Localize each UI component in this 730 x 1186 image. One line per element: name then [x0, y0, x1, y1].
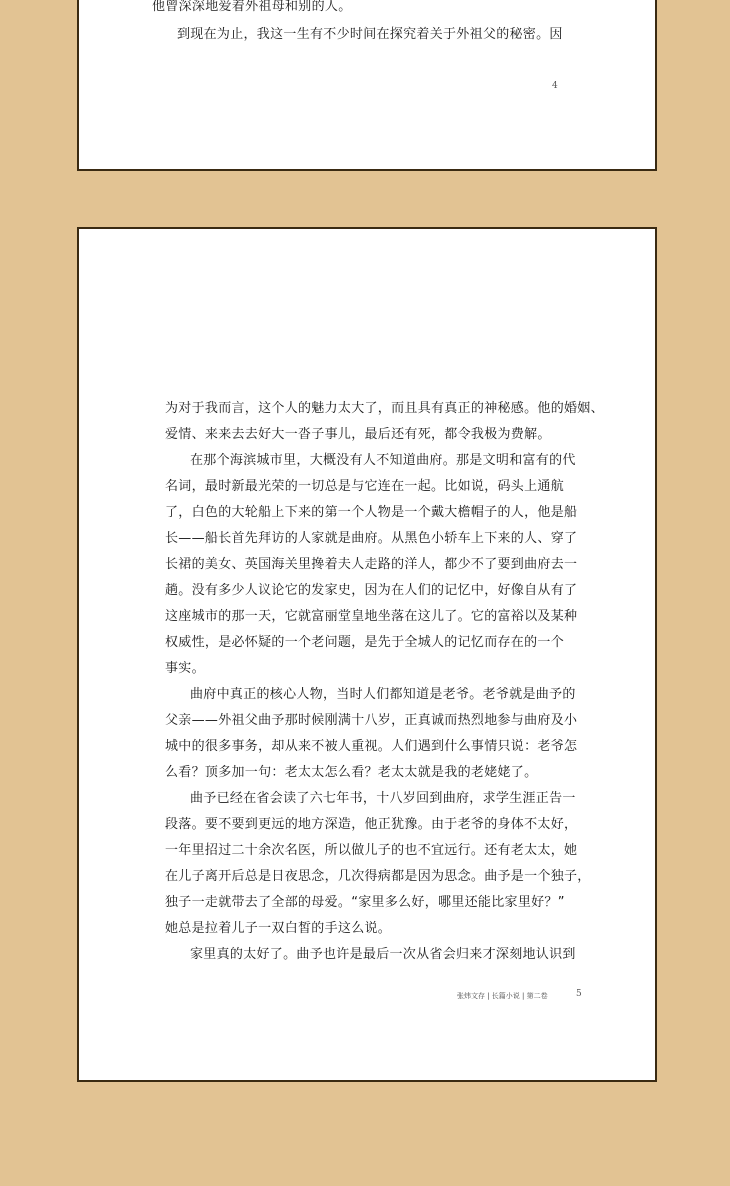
text-line: 城中的很多事务，却从来不被人重视。人们遇到什么事情只说：老爷怎 — [165, 739, 578, 754]
text-line: 爱情、来来去去好大一沓子事儿，最后还有死，都令我极为费解。 — [165, 427, 551, 442]
text-line: 趟。没有多少人议论它的发家史，因为在人们的记忆中，好像自从有了 — [165, 583, 578, 598]
text-line: 么看？顶多加一句：老太太怎么看？老太太就是我的老姥姥了。 — [165, 765, 538, 780]
text-line: 他曾深深地爱着外祖母和别的人。 — [152, 0, 352, 14]
text-line: 家里真的太好了。曲予也许是最后一次从省会归来才深刻地认识到 — [190, 947, 576, 962]
text-line: 曲府中真正的核心人物，当时人们都知道是老爷。老爷就是曲予的 — [190, 687, 576, 702]
text-line: 权威性，是必怀疑的一个老问题，是先于全城人的记忆而存在的一个 — [165, 635, 565, 650]
text-line: 到现在为止，我这一生有不少时间在探究着关于外祖父的秘密。因 — [177, 27, 563, 42]
text-line: 独子一走就带去了全部的母爱。“家里多么好，哪里还能比家里好？” — [165, 895, 565, 910]
book-page-4 — [77, 0, 657, 171]
text-line: 了，白色的大轮船上下来的第一个人物是一个戴大檐帽子的人，他是船 — [165, 505, 578, 520]
page-number: 5 — [576, 989, 582, 999]
text-line: 曲予已经在省会读了六七年书，十八岁回到曲府，求学生涯正告一 — [190, 791, 576, 806]
text-line: 一年里招过二十余次名医，所以做儿子的也不宜远行。还有老太太，她 — [165, 843, 578, 858]
footer-series-mark: 张炜文存 | 长篇小说 | 第二卷 — [457, 992, 548, 1000]
page-number: 4 — [552, 81, 558, 91]
text-line: 长——船长首先拜访的人家就是曲府。从黑色小轿车上下来的人、穿了 — [165, 531, 578, 546]
text-line: 这座城市的那一天，它就富丽堂皇地坐落在这儿了。它的富裕以及某种 — [165, 609, 578, 624]
text-line: 长裙的美女、英国海关里搀着夫人走路的洋人，都少不了要到曲府去一 — [165, 557, 578, 572]
text-line: 在那个海滨城市里，大概没有人不知道曲府。那是文明和富有的代 — [190, 453, 576, 468]
text-line: 事实。 — [165, 661, 205, 676]
text-line: 名词，最时新最光荣的一切总是与它连在一起。比如说，码头上通航 — [165, 479, 565, 494]
text-line: 父亲——外祖父曲予那时候刚满十八岁，正真诚而热烈地参与曲府及小 — [165, 713, 578, 728]
text-line: 她总是拉着儿子一双白皙的手这么说。 — [165, 921, 392, 936]
text-line: 为对于我而言，这个人的魅力太大了，而且具有真正的神秘感。他的婚姻、 — [165, 401, 604, 416]
text-line: 段落。要不要到更远的地方深造，他正犹豫。由于老爷的身体不太好， — [165, 817, 578, 832]
book-page-5 — [77, 227, 657, 1082]
text-line: 在儿子离开后总是日夜思念，几次得病都是因为思念。曲予是一个独子， — [165, 869, 591, 884]
